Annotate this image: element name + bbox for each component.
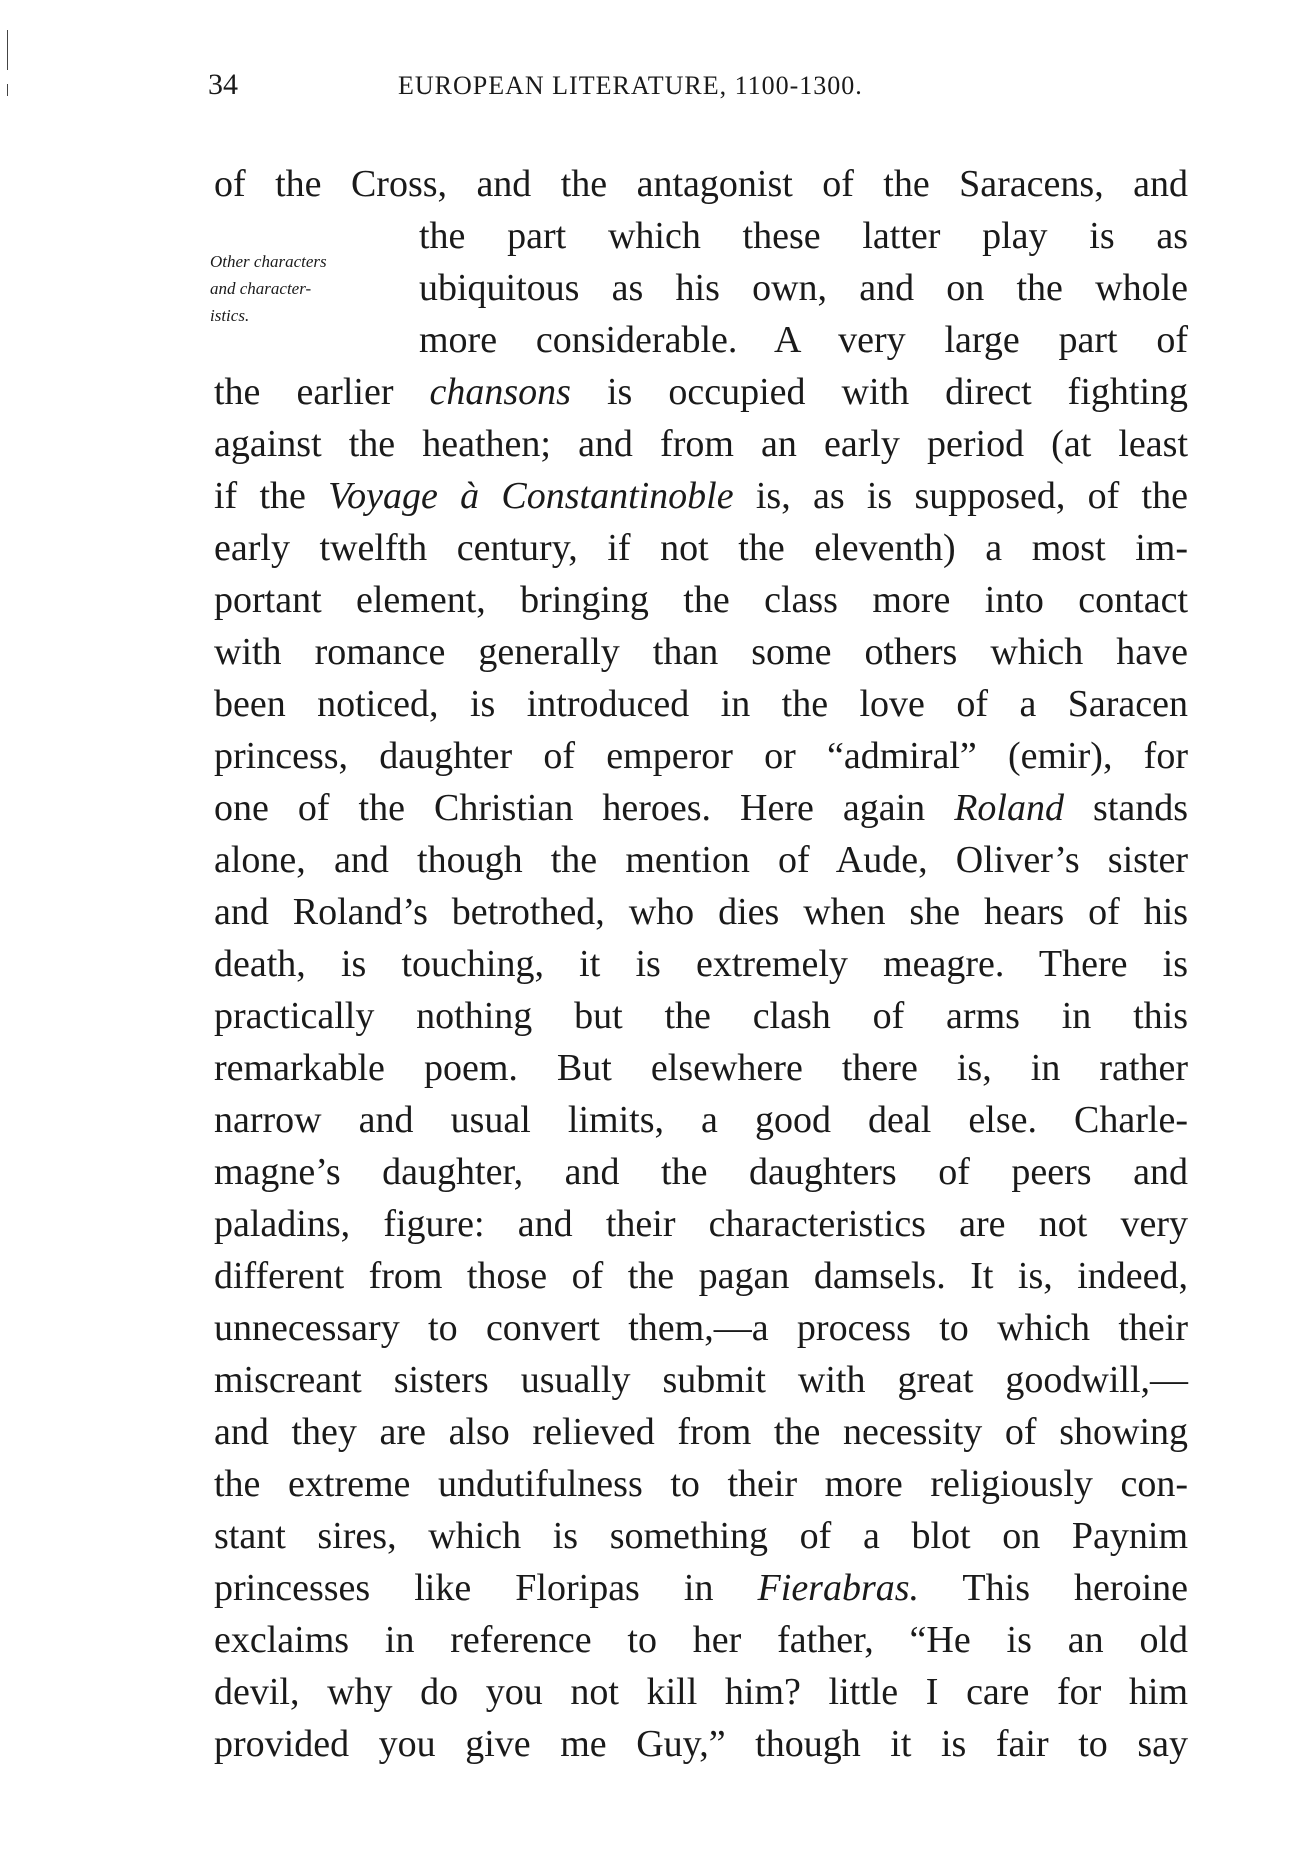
text-line: the extreme undutifulness to their more religiously con- [214,1463,1188,1505]
page-number: 34 [208,68,238,101]
text-line: alone, and though the mention of Aude, Oliver’s sister [214,839,1188,881]
text-line: early twelfth century, if not the eleventh) a most im- [214,527,1188,569]
text-line: stant sires, which is something of a blot on Paynim [214,1515,1188,1557]
text-line: one of the Christian heroes. Here again Roland stands [214,787,1189,829]
text-line: miscreant sisters usually submit with great goodwill,— [214,1359,1188,1401]
text-line: against the heathen; and from an early period (at least [214,423,1188,465]
text-line: more considerable. A very large part of [419,319,1188,361]
text-line: ubiquitous as his own, and on the whole [419,267,1188,309]
text-line: of the Cross, and the antagonist of the Saracens, and [214,163,1188,205]
text-line: with romance generally than some others which have [214,631,1188,673]
body-text [214,158,1188,1770]
text-line: exclaims in reference to her father, “He is an old [214,1619,1188,1661]
text-line: narrow and usual limits, a good deal else. Charle- [214,1099,1188,1141]
text-line: provided you give me Guy,” though it is fair to say [214,1723,1188,1765]
text-line: portant element, bringing the class more into contact [214,579,1188,621]
scan-mark [7,84,8,96]
text-line: practically nothing but the clash of arms in this [214,995,1188,1037]
scan-mark [7,30,8,70]
running-header [208,68,998,108]
text-line: magne’s daughter, and the daughters of peers and [214,1151,1188,1193]
text-line: unnecessary to convert them,—a process to which their [214,1307,1188,1349]
text-line: paladins, figure: and their characteristics are not very [214,1203,1188,1245]
text-line: remarkable poem. But elsewhere there is, in rather [214,1047,1188,1089]
text-line: devil, why do you not kill him? little I care for him [214,1671,1188,1713]
text-line: if the Voyage à Constantinoble is, as is supposed, of the [214,475,1188,517]
marginal-note-line: and character- [210,279,312,298]
text-line: been noticed, is introduced in the love of a Saracen [214,683,1188,725]
text-line: the part which these latter play is as [419,215,1188,257]
text-line: princesses like Floripas in Fierabras. This heroine [214,1567,1188,1609]
text-line: the earlier chansons is occupied with direct fighting [214,371,1189,413]
text-line: death, is touching, it is extremely meagre. There is [214,943,1188,985]
marginal-note-line: istics. [210,306,250,325]
marginal-note-line: Other characters [210,252,327,271]
running-title: EUROPEAN LITERATURE, 1100-1300. [398,71,863,100]
text-line: and Roland’s betrothed, who dies when she hears of his [214,891,1188,933]
text-line: different from those of the pagan damsels. It is, indeed, [214,1255,1188,1297]
text-line: princess, daughter of emperor or “admiral” (emir), for [214,735,1188,777]
text-line: and they are also relieved from the necessity of showing [214,1411,1188,1453]
